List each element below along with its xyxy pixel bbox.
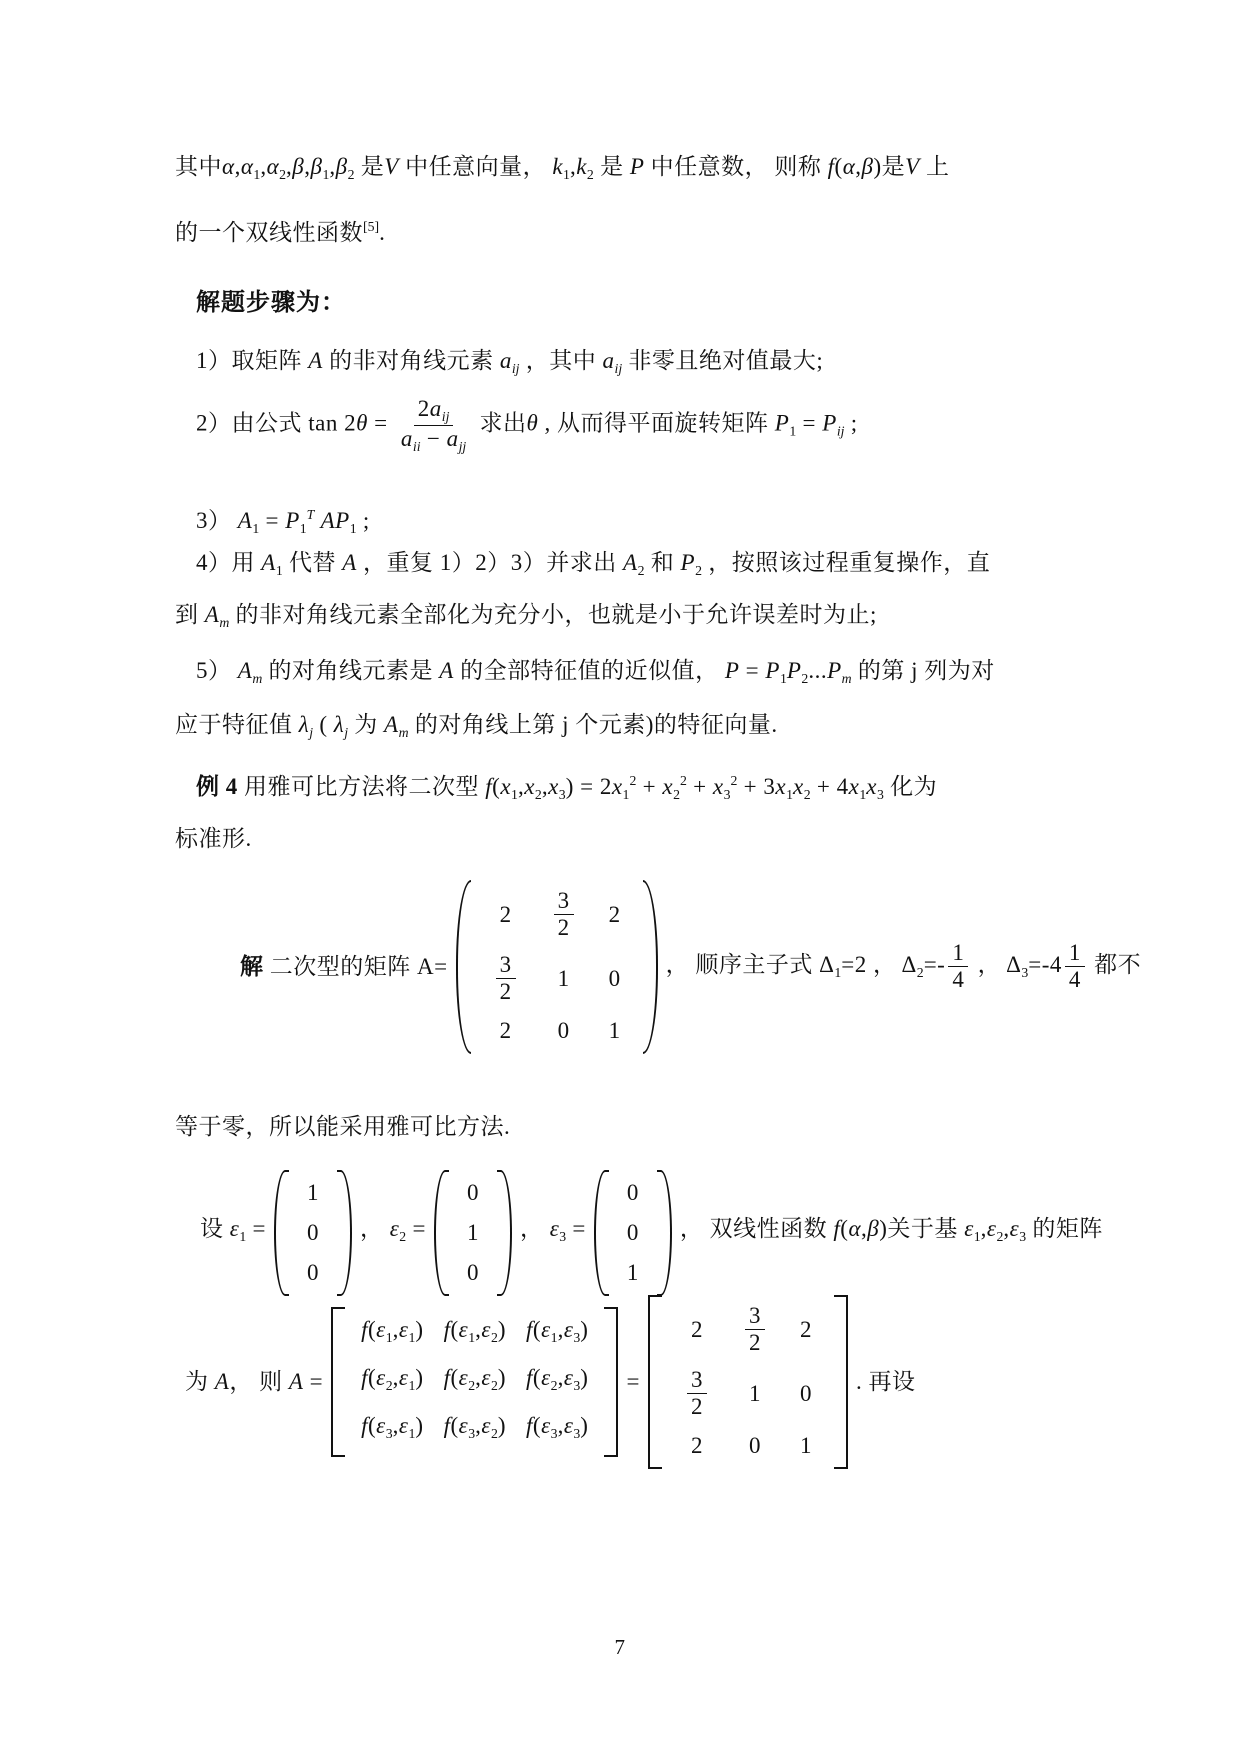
basis-mid-1: ， $\varepsilon_2$ = [359, 1216, 426, 1244]
basis-tail: ， 双线性函数 f(α,β)关于基 $\varepsilon_1,\varepsilon_2,\varepsilon_3$ 的矩阵 [679, 1216, 1103, 1244]
left-paren [274, 1170, 289, 1296]
matrix-cell: 1 [306, 1180, 319, 1205]
matrix-cell: 0 [557, 1017, 570, 1043]
matrix-cell: $\frac{3}{2}$ [726, 1303, 784, 1357]
matrix-cell: 1 [557, 965, 570, 991]
bilinear-f-matrix-cells [345, 1307, 604, 1456]
left-bracket [648, 1295, 662, 1469]
matrix-cell: 1 [466, 1220, 479, 1245]
matrix-cell: 1 [748, 1380, 761, 1406]
matrix-cell: 2 [499, 901, 512, 927]
matrix-cell: 0 [626, 1180, 639, 1205]
matrix-cell: $f(\varepsilon_1,\varepsilon_2)$ [443, 1317, 507, 1345]
matrix-cell: 0 [306, 1260, 319, 1285]
matrix-cell: 0 [306, 1220, 319, 1245]
matrix-a [456, 880, 658, 1054]
matrix-cell: $f(\varepsilon_1,\varepsilon_3)$ [526, 1317, 589, 1345]
steps-heading: 解题步骤为： [196, 290, 346, 316]
matrix-cell: $f(\varepsilon_2,\varepsilon_1)$ [361, 1364, 424, 1393]
left-paren [434, 1170, 449, 1296]
bilinear-f-matrix [331, 1307, 618, 1456]
step-3: 3） $A_1 = P_1^T$ $AP_1$ ; [196, 507, 370, 536]
vector-epsilon-1-cells [289, 1170, 337, 1296]
vector-epsilon-3 [594, 1170, 672, 1296]
matrix-cell: 0 [799, 1380, 812, 1406]
step-5-line-2: 应于特征值 $\lambda_j$ ( $\lambda_j$ 为 $A_m$ 的对角线上第 j 个元素)的特征向量. [175, 712, 778, 740]
left-bracket [331, 1307, 345, 1456]
left-paren [456, 880, 471, 1054]
matrix-cell: 1 [799, 1432, 812, 1458]
numeric-matrix-cells [662, 1295, 834, 1469]
step-4-line-1: 4）用 $A_1$ 代替 A ，重复 1）2）3）并求出 $A_2$ 和 $P_2$ ，按照该过程重复操作，直 [196, 550, 991, 578]
right-paren [643, 880, 658, 1054]
matrix-cell: $f(\varepsilon_2,\varepsilon_3)$ [526, 1364, 589, 1393]
matrix-cell: 0 [466, 1260, 479, 1285]
matrix-cell: $f(\varepsilon_1,\varepsilon_1)$ [361, 1317, 424, 1345]
solve-line [240, 880, 1141, 1054]
step-4-line-2: 到 $A_m$ 的非对角线元素全部化为充分小，也就是小于允许误差时为止; [175, 602, 877, 630]
matrix-cell: 2 [690, 1432, 703, 1458]
equals-sign: = [626, 1368, 640, 1394]
matrix-cell: $f(\varepsilon_3,\varepsilon_3)$ [526, 1412, 589, 1441]
intro-line-1: 其中$\alpha,\alpha_1,\alpha_2,\beta,\beta_1,\beta_2$ 是V 中任意向量， $k_1,k_2$ 是 P 中任意数， 则称 f(α,β)是V 上 [175, 154, 950, 182]
matrix-cell: $f(\varepsilon_3,\varepsilon_1)$ [361, 1412, 424, 1441]
equation-line [185, 1295, 915, 1469]
matrix-a-cells [471, 880, 643, 1054]
solve-line-2: 等于零，所以能采用雅可比方法. [175, 1114, 511, 1139]
matrix-cell: 0 [466, 1180, 479, 1205]
intro-line-2: 的一个双线性函数[5]. [175, 219, 386, 245]
matrix-cell: 2 [608, 901, 621, 927]
right-paren [657, 1170, 672, 1296]
matrix-cell: 0 [748, 1432, 761, 1458]
vector-epsilon-1 [274, 1170, 352, 1296]
vector-epsilon-2 [434, 1170, 512, 1296]
right-paren [337, 1170, 352, 1296]
matrix-cell: 1 [608, 1017, 621, 1043]
matrix-cell: $\frac{3}{2}$ [668, 1367, 726, 1421]
matrix-cell: 2 [690, 1316, 703, 1342]
right-bracket [604, 1307, 618, 1456]
example4-line-2: 标准形. [175, 826, 252, 851]
matrix-cell: 2 [799, 1316, 812, 1342]
matrix-cell: 2 [499, 1017, 512, 1043]
matrix-cell: $\frac{3}{2}$ [535, 888, 593, 942]
vector-epsilon-3-cells [609, 1170, 657, 1296]
example4-line-1: 例 4 用雅可比方法将二次型 $f(x_1,x_2,x_3) = 2x_1^2 + x_2^2 + x_3^2 + 3x_1x_2 + 4x_1x_3$ 化为 [196, 773, 938, 802]
right-bracket [834, 1295, 848, 1469]
basis-lead: 设 $\varepsilon_1$ = [200, 1216, 266, 1244]
matrix-cell: $\frac{3}{2}$ [477, 952, 535, 1006]
left-paren [594, 1170, 609, 1296]
basis-line [200, 1170, 1103, 1296]
solve-lead: 解 二次型的矩阵 A= [240, 953, 448, 979]
step-2 [196, 396, 858, 454]
equation-lead: 为 A， 则 A = [185, 1368, 324, 1394]
step-1: 1）取矩阵 A 的非对角线元素 $a_{ij}$ ，其中 $a_{ij}$ 非零且绝对值最大; [196, 348, 824, 376]
equation-tail: . 再设 [855, 1368, 916, 1394]
step-5-line-1: 5） $A_m$ 的对角线元素是 A 的全部特征值的近似值， $P = P_1P_2...P_m$ 的第 j 列为对 [196, 658, 995, 686]
matrix-cell: $f(\varepsilon_3,\varepsilon_2)$ [443, 1412, 507, 1441]
right-paren [497, 1170, 512, 1296]
numeric-matrix [648, 1295, 848, 1469]
matrix-cell: 0 [626, 1220, 639, 1245]
basis-mid-2: ， $\varepsilon_3$ = [519, 1216, 586, 1244]
vector-epsilon-2-cells [449, 1170, 497, 1296]
page-number: 7 [614, 1635, 626, 1659]
step-2-formula: 2）由公式 tan 2θ = $\frac{2a_{ij}}{a_{ii} - a_{jj}}$ 求出θ , 从而得平面旋转矩阵 $P_1 = P_{ij}$ ; [196, 396, 858, 454]
solve-tail: ， 顺序主子式 $\Delta_1=2$ ， $\Delta_2=-$ $\frac{1}{4}$ ， $\Delta_3=-4$ $\frac{1}{4}$ 都不 [665, 939, 1142, 993]
matrix-cell: 1 [626, 1260, 639, 1285]
matrix-cell: $f(\varepsilon_2,\varepsilon_2)$ [443, 1364, 507, 1393]
matrix-cell: 0 [608, 965, 621, 991]
